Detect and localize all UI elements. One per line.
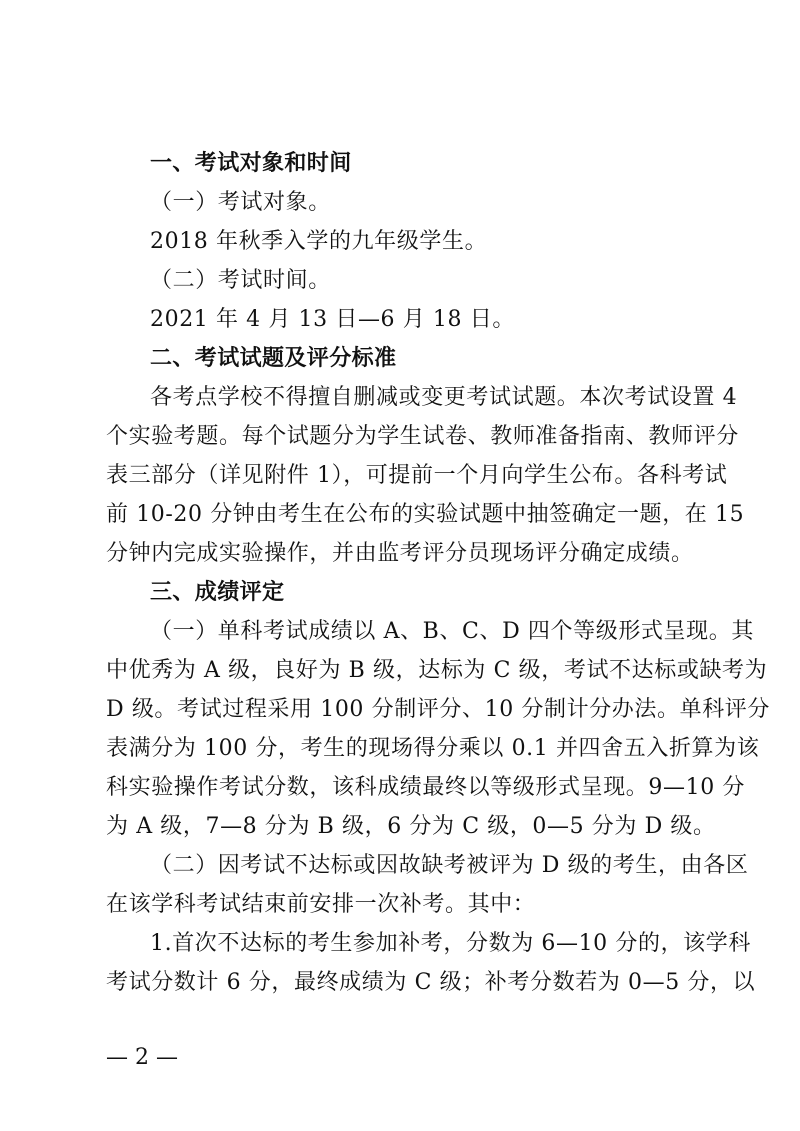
paragraph-line: （二）因考试不达标或因故缺考被评为 D 级的考生，由各区: [150, 853, 749, 878]
paragraph-line: 中优秀为 A 级，良好为 B 级，达标为 C 级，考试不达标或缺考为: [106, 658, 768, 683]
section-heading-2: 二、考试试题及评分标准: [150, 346, 397, 371]
subheading-exam-time: （二）考试时间。: [150, 268, 331, 293]
section-heading-1: 一、考试对象和时间: [150, 151, 352, 176]
paragraph-line: 为 A 级，7—8 分为 B 级，6 分为 C 级，0—5 分为 D 级。: [106, 814, 716, 839]
paragraph-line: 个实验考题。每个试题分为学生试卷、教师准备指南、教师评分: [106, 424, 739, 449]
exam-subjects-text: 2018 年秋季入学的九年级学生。: [150, 229, 488, 254]
paragraph-line: 1.首次不达标的考生参加补考，分数为 6—10 分的，该学科: [150, 931, 751, 956]
paragraph-line: 各考点学校不得擅自删减或变更考试试题。本次考试设置 4: [150, 385, 738, 410]
section-heading-3: 三、成绩评定: [150, 580, 285, 605]
page-number: — 2 —: [106, 1045, 178, 1070]
paragraph-line: 分钟内完成实验操作，并由监考评分员现场评分确定成绩。: [106, 541, 694, 566]
subheading-exam-subjects: （一）考试对象。: [150, 190, 331, 215]
exam-time-text: 2021 年 4 月 13 日—6 月 18 日。: [150, 307, 515, 332]
paragraph-line: 科实验操作考试分数，该科成绩最终以等级形式呈现。9—10 分: [106, 775, 745, 800]
paragraph-line: D 级。考试过程采用 100 分制评分、10 分制计分办法。单科评分: [106, 697, 770, 722]
paragraph-line: 表三部分（详见附件 1），可提前一个月向学生公布。各科考试: [106, 463, 728, 488]
paragraph-line: 前 10-20 分钟由考生在公布的实验试题中抽签确定一题，在 15: [106, 502, 745, 527]
paragraph-line: 在该学科考试结束前安排一次补考。其中：: [106, 892, 536, 917]
paragraph-line: 考试分数计 6 分，最终成绩为 C 级；补考分数若为 0—5 分，以: [106, 970, 756, 995]
paragraph-line: 表满分为 100 分，考生的现场得分乘以 0.1 并四舍五入折算为该: [106, 736, 760, 761]
paragraph-line: （一）单科考试成绩以 A、B、C、D 四个等级形式呈现。其: [150, 619, 754, 644]
